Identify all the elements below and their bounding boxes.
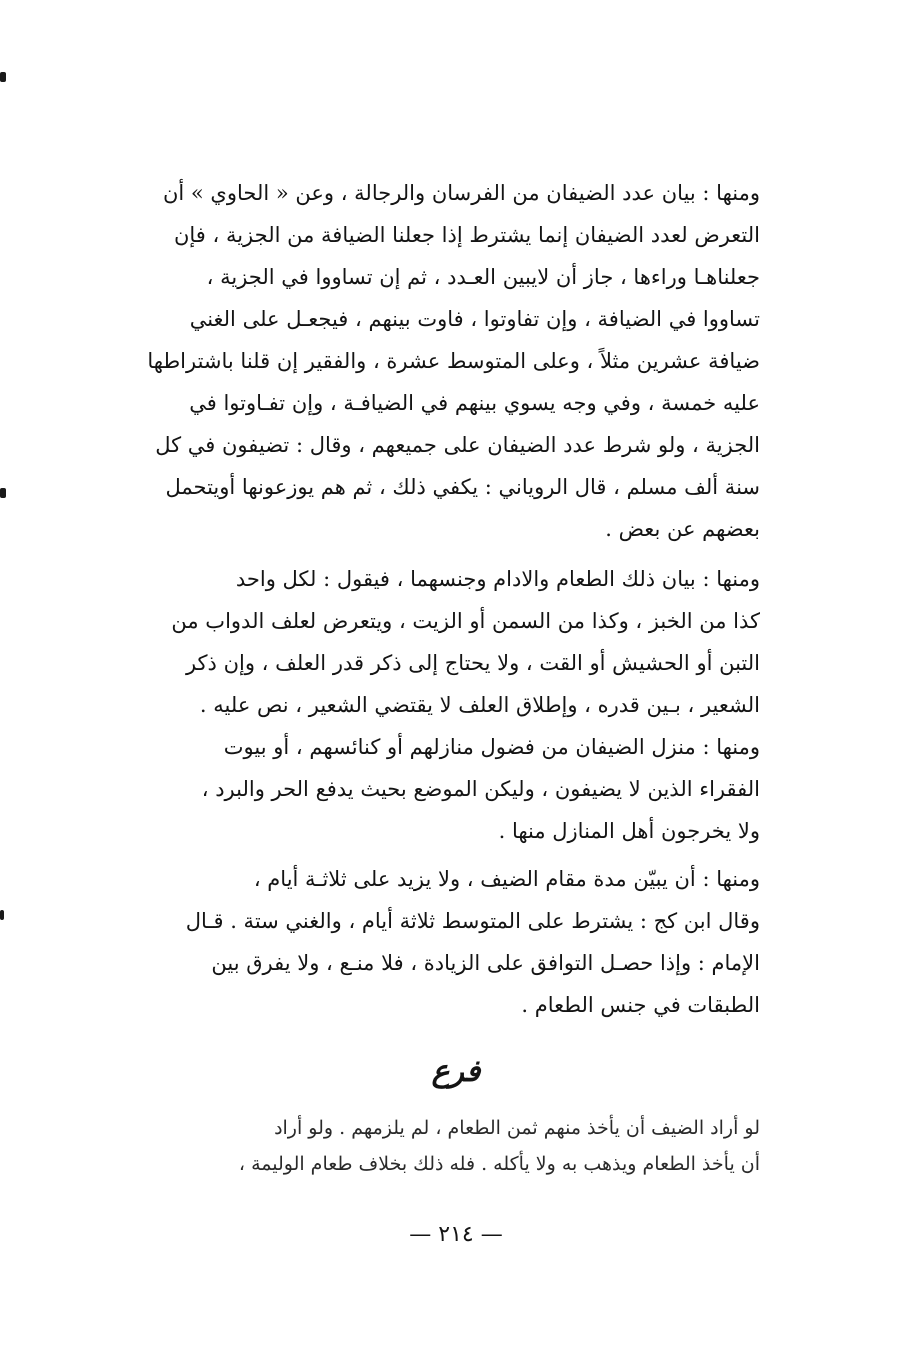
text-line: ومنها : بيان عدد الضيفان من الفرسان والرجالة ، وعن « الحاوي » أن bbox=[162, 181, 760, 205]
text-line: سنة ألف مسلم ، قال الروياني : يكفي ذلك ، ثم هم يوزعونها أويتحمل bbox=[165, 475, 760, 499]
text-line: التعرض لعدد الضيفان إنما يشترط إذا جعلنا الضيافة من الجزية ، فإن bbox=[173, 223, 760, 247]
text-line: عليه خمسة ، وفي وجه يسوي بينهم في الضيافـة ، وإن تفـاوتوا في bbox=[189, 391, 760, 415]
binding-mark-lower bbox=[0, 910, 4, 920]
text-line: جعلناهـا وراءها ، جاز أن لايبين العـدد ، ثم إن تساووا في الجزية ، bbox=[206, 265, 760, 289]
binding-mark-top bbox=[0, 72, 6, 82]
text-line: الإمام : وإذا حصـل التوافق على الزيادة ، فلا منـع ، ولا يفرق بين bbox=[211, 951, 760, 975]
text-line: وقال ابن كج : يشترط على المتوسط ثلاثة أيام ، والغني ستة . قـال bbox=[185, 909, 760, 933]
text-line: الجزية ، ولو شرط عدد الضيفان على جميعهم ، وقال : تضيفون في كل bbox=[155, 433, 760, 457]
text-line: ضيافة عشرين مثلاً ، وعلى المتوسط عشرة ، والفقير إن قلنا باشتراطها bbox=[147, 349, 760, 373]
text-line: ومنها : بيان ذلك الطعام والادام وجنسهما ، فيقول : لكل واحد bbox=[235, 567, 760, 591]
page-number: — ٢١٤ — bbox=[409, 1222, 503, 1247]
binding-mark-middle bbox=[0, 488, 6, 498]
text-line: لو أراد الضيف أن يأخذ منهم ثمن الطعام ، لم يلزمهم . ولو أراد bbox=[274, 1117, 760, 1139]
text-line: ولا يخرجون أهل المنازل منها . bbox=[498, 819, 760, 843]
section-heading: فرع bbox=[431, 1054, 481, 1089]
paragraph-branch bbox=[110, 1110, 760, 1182]
text-line: الطبقات في جنس الطعام . bbox=[521, 993, 760, 1017]
text-line: التبن أو الحشيش أو القت ، ولا يحتاج إلى ذكر قدر العلف ، وإن ذكر bbox=[185, 651, 760, 675]
text-line: كذا من الخبز ، وكذا من السمن أو الزيت ، ويتعرض لعلف الدواب من bbox=[171, 609, 760, 633]
text-line: تساووا في الضيافة ، وإن تفاوتوا ، فاوت بينهم ، فيجعـل على الغني bbox=[189, 307, 760, 331]
text-line: أن يأخذ الطعام ويذهب به ولا يأكله . فله ذلك بخلاف طعام الوليمة ، bbox=[238, 1153, 760, 1175]
paragraph-guest-count bbox=[110, 172, 760, 550]
text-line: ومنها : منزل الضيفان من فضول منازلهم أو كنائسهم ، أو بيوت bbox=[223, 735, 760, 759]
text-line: الفقراء الذين لا يضيفون ، وليكن الموضع بحيث يدفع الحر والبرد ، bbox=[201, 777, 760, 801]
text-line: ومنها : أن يبيّن مدة مقام الضيف ، ولا يزيد على ثلاثـة أيام ، bbox=[253, 867, 760, 891]
text-line: الشعير ، بـين قدره ، وإطلاق العلف لا يقتضي الشعير ، نص عليه . bbox=[199, 693, 760, 717]
paragraph-food-and-lodging bbox=[110, 558, 760, 852]
paragraph-stay-duration bbox=[110, 858, 760, 1026]
text-line: بعضهم عن بعض . bbox=[605, 517, 760, 541]
